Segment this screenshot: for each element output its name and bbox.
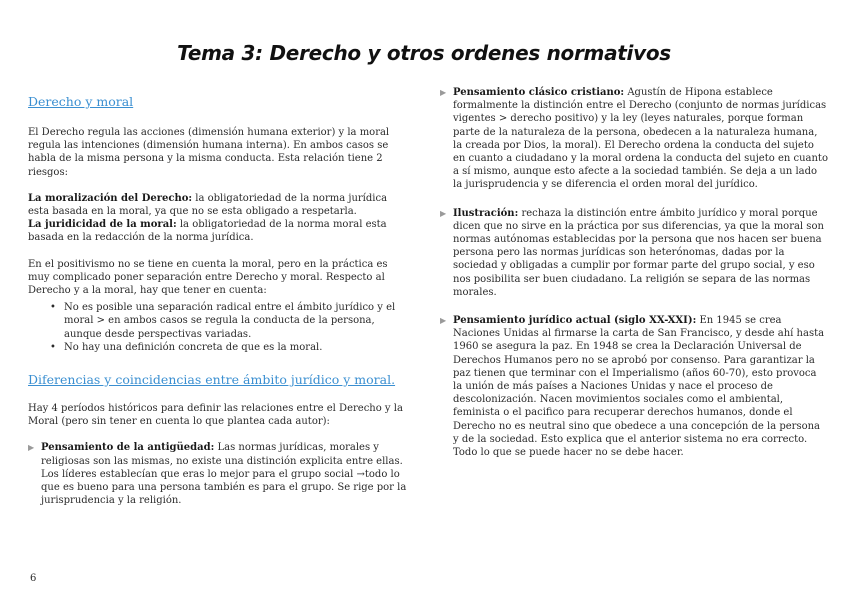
period-clasico-cristiano-term: Pensamiento clásico cristiano: [453,87,625,98]
period-ilustracion-term: Ilustración: [453,207,519,219]
left-column [28,86,408,520]
bullet-dot-icon: • [50,341,56,353]
period-ilustracion-text: rechaza la distinción entre ámbito jurídico y moral porque dicen que no sirve en la práctica por sus diferencias, ya que la moral son normas autónomas establecidas por la persona que nos hacen ser buena persona pero las normas jurídicas son heterónomas, dadas por la sociedad y obligadas a cumplir por formar parte del grupo social, y eso nos posibilita ser buen ciudadano. La religión se separa de las normas morales. [453,207,824,298]
triangle-bullet-icon: ▶ [440,208,447,218]
period-clasico-cristiano-text: Agustín de Hipona establece formalmente la distinción entre el Derecho (conjunto de normas jurídicas vigentes > derecho positivo) y la ley (leyes naturales, porque forman parte de la naturaleza de la persona, obedecen a la naturaleza humana, la creada por Dios, la moral). El Derecho ordena la conducta del sujeto en cuanto a ciudadano y la moral ordena la conducta del sujeto en cuanto a sí mismo, aunque esto afecte a la sociedad también. Se deja a un lado la jurisprudencia y se diferencia el orden moral del jurídico. [453,87,828,191]
triangle-bullet-icon: ▶ [440,88,447,97]
risk-juridicidad-term: La juridicidad de la moral: [28,219,177,231]
bullet-list [28,301,408,354]
period-clasico-cristiano [440,86,828,192]
risk-moralizacion [28,192,408,218]
bullet-dot-icon: • [50,302,56,314]
period-actual [440,314,828,459]
section-heading-diferencias: Diferencias y coincidencias entre ámbito jurídico y moral. [28,372,396,388]
period-antiguedad-text: Las normas jurídicas, morales y religiosas son las mismas, no existe una distinción explicita entre ellas. Los líderes establecían que eras lo mejor para el grupo social →todo lo que es bueno para una persona también es para el grupo. Se rige por la jurisprudencia y la religión. [41,442,407,507]
risk-juridicidad [28,218,408,244]
page-title: Tema 3: Derecho y otros ordenes normativos [177,41,671,65]
list-item [50,301,408,341]
period-ilustracion [440,207,828,299]
intro-paragraph: El Derecho regula las acciones (dimensión humana exterior) y la moral regula las intenciones (dimensión humana interna). En ambos casos se habla de la misma persona y la misma conducta. Esta relación tiene 2 riesgos: [28,127,390,178]
risk-juridicidad-text: la obligatoriedad de la norma moral esta basada en la redacción de la norma jurídica. [28,219,387,244]
list-item [50,341,408,354]
right-column [440,86,828,474]
list-item-text: No hay una definición concreta de que es la moral. [64,341,323,353]
risk-moralizacion-term: La moralización del Derecho: [28,192,193,204]
positivism-paragraph: En el positivismo no se tiene en cuenta la moral, pero en la práctica es muy complicado poner separación entre Derecho y moral. Respecto al Derecho y a la moral, hay que tener en cuenta: [28,258,388,297]
section-heading-derecho-moral: Derecho y moral [28,94,134,109]
triangle-bullet-icon: ▶ [440,316,447,326]
triangle-bullet-icon: ▶ [28,443,35,453]
page-number: 6 [30,573,37,584]
period-antiguedad-term: Pensamiento de la antigüedad: [41,442,215,454]
period-antiguedad [28,441,408,507]
period-actual-text: En 1945 se crea Naciones Unidas al firmarse la carta de San Francisco, y desde ahí hasta 1960 se asegura la paz. En 1948 se crea la Declaración Universal de Derechos Humanos pero no se aprobó por consenso. Para garantizar la paz tienen que terminar con el Imperialismo (años 60-70), esto provoca la unión de más países a Naciones Unidas y nace el proceso de descolonización. Nacen movimientos sociales como el ambiental, feminista o el pacifico para recuperar derechos humanos, donde el Derecho no es neutral sino que obedece a una concepción de la persona y de la sociedad. Esto explica que el anterior sistema no era correcto. Todo lo que se puede hacer no se debe hacer. [453,315,825,459]
risk-moralizacion-text: la obligatoriedad de la norma jurídica esta basada en la moral, ya que no se esta obligado a respetarla. [28,192,388,218]
period-actual-term: Pensamiento jurídico actual (siglo XX-XXI): [453,315,697,327]
periods-intro-paragraph: Hay 4 períodos históricos para definir las relaciones entre el Derecho y la Moral (pero sin tener en cuenta lo que plantea cada autor): [28,403,403,428]
list-item-text: No es posible una separación radical entre el ámbito jurídico y el moral > en ambos casos se regula la conducta de la persona, aunque desde perspectivas variadas. [64,302,396,340]
